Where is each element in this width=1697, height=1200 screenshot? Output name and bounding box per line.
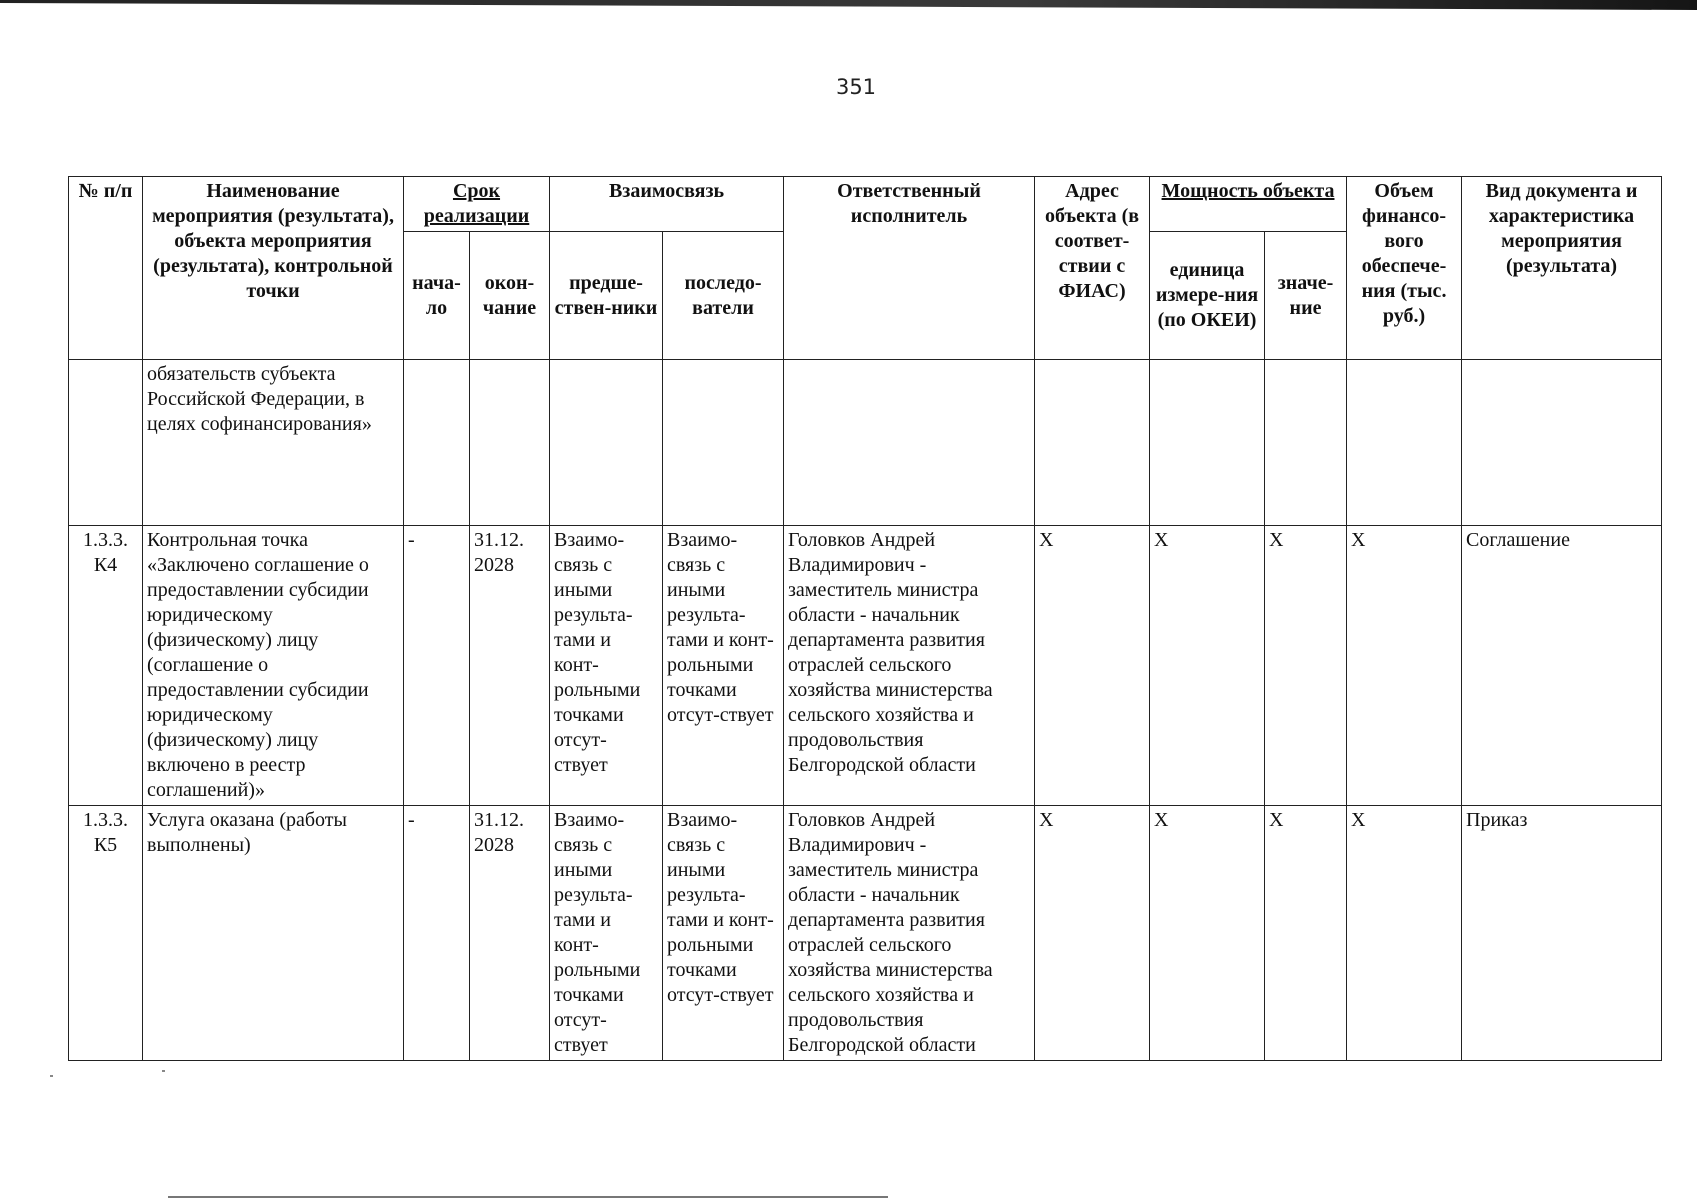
cell-num: 1.3.3. К5: [69, 806, 143, 1061]
table-row: [69, 526, 1662, 806]
cell-next: Взаимо-связь с иными результа-тами и конт-рольными точками отсут-ствует: [663, 806, 784, 1061]
header-capacity-value: значе-ние: [1265, 232, 1347, 360]
cell-address: X: [1035, 806, 1150, 1061]
scan-bottom-line: [168, 1196, 888, 1198]
header-term: Срок реализации: [404, 177, 550, 232]
cell-pred: [550, 360, 663, 526]
cell-value: [1265, 360, 1347, 526]
header-capacity-unit: единица измере-ния (по ОКЕИ): [1150, 232, 1265, 360]
header-link-pred: предше-ствен-ники: [550, 232, 663, 360]
cell-doc: Приказ: [1462, 806, 1662, 1061]
header-address: Адрес объекта (в соответ-ствии с ФИАС): [1035, 177, 1150, 360]
cell-num: 1.3.3. К4: [69, 526, 143, 806]
cell-unit: [1150, 360, 1265, 526]
cell-pred: Взаимо-связь с иными результа-тами и конт-рольными точками отсут-ствует: [550, 526, 663, 806]
scan-edge-shadow: [0, 0, 1697, 10]
cell-responsible: [784, 360, 1035, 526]
cell-start: -: [404, 806, 470, 1061]
header-term-end: окон-чание: [470, 232, 550, 360]
cell-name: Контрольная точка «Заключено соглашение о предоставлении субсидии юридическому (физическому) лицу (соглашение о предоставлении субсидии юридическому (физическому) лицу включено в реестр соглашений)»: [143, 526, 404, 806]
header-link: Взаимосвязь: [550, 177, 784, 232]
header-num: № п/п: [69, 177, 143, 360]
measures-table: [68, 176, 1662, 1061]
table-row: [69, 806, 1662, 1061]
cell-num: [69, 360, 143, 526]
cell-finance: X: [1347, 806, 1462, 1061]
cell-end: [470, 360, 550, 526]
cell-doc: Соглашение: [1462, 526, 1662, 806]
header-responsible: Ответственный исполнитель: [784, 177, 1035, 360]
header-capacity: Мощность объекта: [1150, 177, 1347, 232]
header-name: Наименование мероприятия (результата), объекта мероприятия (результата), контрольной точки: [143, 177, 404, 360]
cell-unit: X: [1150, 526, 1265, 806]
cell-start: -: [404, 526, 470, 806]
page-number: 351: [835, 75, 877, 99]
scan-speck: [162, 1070, 165, 1072]
cell-pred: Взаимо-связь с иными результа-тами и конт-рольными точками отсут-ствует: [550, 806, 663, 1061]
scan-speck: [50, 1075, 53, 1077]
header-link-next: последо-ватели: [663, 232, 784, 360]
cell-next: [663, 360, 784, 526]
cell-address: [1035, 360, 1150, 526]
cell-name: Услуга оказана (работы выполнены): [143, 806, 404, 1061]
cell-value: X: [1265, 806, 1347, 1061]
cell-responsible: Головков Андрей Владимирович - заместитель министра области - начальник департамента развития отраслей сельского хозяйства министерства сельского хозяйства и продовольствия Белгородской области: [784, 806, 1035, 1061]
cell-start: [404, 360, 470, 526]
cell-address: X: [1035, 526, 1150, 806]
cell-name: обязательств субъекта Российской Федерации, в целях софинансирования»: [143, 360, 404, 526]
cell-end: 31.12. 2028: [470, 806, 550, 1061]
cell-doc: [1462, 360, 1662, 526]
table-row: [69, 360, 1662, 526]
cell-responsible: Головков Андрей Владимирович - заместитель министра области - начальник департамента развития отраслей сельского хозяйства министерства сельского хозяйства и продовольствия Белгородской области: [784, 526, 1035, 806]
cell-value: X: [1265, 526, 1347, 806]
header-doc-type: Вид документа и характеристика мероприятия (результата): [1462, 177, 1662, 360]
cell-next: Взаимо-связь с иными результа-тами и конт-рольными точками отсут-ствует: [663, 526, 784, 806]
cell-finance: X: [1347, 526, 1462, 806]
header-term-start: нача-ло: [404, 232, 470, 360]
header-finance: Объем финансо-вого обеспече-ния (тыс. руб.): [1347, 177, 1462, 360]
cell-end: 31.12. 2028: [470, 526, 550, 806]
cell-finance: [1347, 360, 1462, 526]
cell-unit: X: [1150, 806, 1265, 1061]
